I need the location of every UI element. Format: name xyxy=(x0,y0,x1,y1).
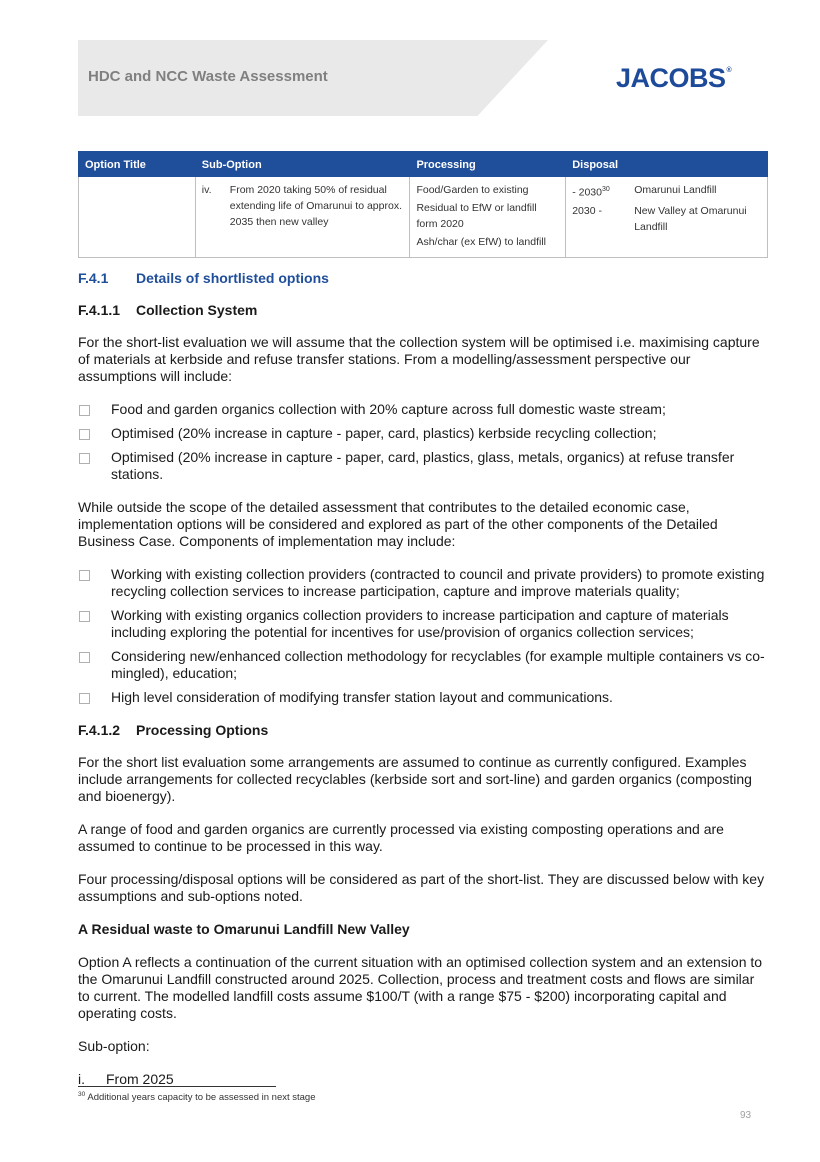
suboption-label: Sub-option: xyxy=(78,1038,150,1054)
page-number: 93 xyxy=(740,1110,752,1121)
section-number: F.4.1 xyxy=(78,270,109,286)
jacobs-logo xyxy=(616,63,731,94)
section-number: F.4.1.1 xyxy=(78,302,121,318)
footnote-divider xyxy=(78,1086,276,1087)
sub-option-text: From 2020 taking 50% of residual extending life of Omarunui to approx. 2035 then new valley xyxy=(229,184,402,228)
paragraph: For the short list evaluation some arrangements are assumed to continue as currently configured. Examples include arrangements for collected recyclables (kerbside sort and sort-line) and garden organics (composting and bioenergy). xyxy=(78,754,752,804)
bullet-box-icon xyxy=(79,693,90,704)
header-processing: Processing xyxy=(410,152,566,177)
paragraph: While outside the scope of the detailed assessment that contributes to the detailed economic case, implementation options will be considered and explored as part of the other components of the Detailed Business Case. Components of implementation may include: xyxy=(78,499,718,549)
section-heading-f41 xyxy=(78,270,768,287)
paragraph: A range of food and garden organics are currently processed via existing composting operations and are assumed to continue to be processed in this way. xyxy=(78,821,724,854)
cell-disposal xyxy=(566,177,768,258)
header-disposal: Disposal xyxy=(566,152,768,177)
processing-line: Residual to EfW or landfill form 2020 xyxy=(416,202,537,230)
table-header-row xyxy=(79,152,768,177)
section-number: F.4.1.2 xyxy=(78,722,121,738)
list-item: High level consideration of modifying transfer station layout and communications. xyxy=(78,689,768,706)
disposal-year: 2030 - xyxy=(572,204,602,217)
cell-sub-option xyxy=(195,177,410,258)
paragraph: Option A reflects a continuation of the current situation with an optimised collection system and an extension to the Omarunui Landfill constructed around 2025. Collection, process and treatment costs and flows are similar to current. The modelled landfill costs assume $100/T (with a range $75 - $200) incorporating capital and operating costs. xyxy=(78,954,763,1021)
header-option-title: Option Title xyxy=(79,152,196,177)
list-item: Working with existing organics collection providers to increase participation and capture of materials including exploring the potential for incentives for use/provision of organics collection services; xyxy=(78,607,768,641)
disposal-place: New Valley at Omarunui Landfill xyxy=(634,204,747,233)
section-heading-f411 xyxy=(78,302,768,319)
paragraph: For the short-list evaluation we will assume that the collection system will be optimised i.e. maximising capture of materials at kerbside and refuse transfer stations. From a modelling/assessment perspective our assumptions will include: xyxy=(78,334,760,384)
disposal-row xyxy=(572,203,761,235)
table-row xyxy=(79,177,768,258)
logo-registered-mark: ® xyxy=(726,67,732,74)
bullet-box-icon xyxy=(79,570,90,581)
cell-processing xyxy=(410,177,566,258)
list-item: Optimised (20% increase in capture - paper, card, plastics, glass, metals, organics) at refuse transfer stations. xyxy=(78,449,768,483)
section-title: Details of shortlisted options xyxy=(136,270,329,286)
paragraph: Four processing/disposal options will be considered as part of the short-list. They are discussed below with key assumptions and sub-options noted. xyxy=(78,871,765,904)
bullet-list xyxy=(78,566,768,706)
processing-line: Food/Garden to existing xyxy=(416,184,529,196)
bullet-box-icon xyxy=(79,429,90,440)
list-item: Optimised (20% increase in capture - paper, card, plastics) kerbside recycling collection; xyxy=(78,425,768,442)
sub-option-number: iv. xyxy=(201,184,212,196)
list-item: Considering new/enhanced collection methodology for recyclables (for example multiple containers vs co-mingled), education; xyxy=(78,648,768,682)
bullet-box-icon xyxy=(79,611,90,622)
footnote-text: Additional years capacity to be assessed in next stage xyxy=(87,1092,316,1104)
cell-option-title xyxy=(79,177,196,258)
disposal-place: Omarunui Landfill xyxy=(634,184,717,196)
bullet-box-icon xyxy=(79,453,90,464)
bullet-box-icon xyxy=(79,405,90,416)
options-table xyxy=(78,151,768,258)
processing-line: Ash/char (ex EfW) to landfill xyxy=(416,236,546,248)
list-item: Food and garden organics collection with 20% capture across full domestic waste stream; xyxy=(78,401,768,418)
section-title: Collection System xyxy=(136,302,258,318)
option-a-heading: A Residual waste to Omarunui Landfill New Valley xyxy=(78,921,410,937)
section-heading-f412 xyxy=(78,722,768,739)
disposal-year: - 2030$^{30}$ xyxy=(572,186,610,199)
document-title: HDC and NCC Waste Assessment xyxy=(88,68,328,85)
bullet-box-icon xyxy=(79,652,90,663)
footnote-number: 30 xyxy=(78,1091,86,1098)
roman-numeral: i. xyxy=(78,1071,85,1087)
footnote-ref: 30 xyxy=(601,186,610,193)
logo-text: JACOBS xyxy=(616,63,726,93)
disposal-row xyxy=(572,182,761,201)
list-item: i. From 2025 xyxy=(78,1071,174,1087)
body-content xyxy=(78,266,768,1088)
header-sub-option: Sub-Option xyxy=(195,152,410,177)
bullet-list xyxy=(78,401,768,483)
list-item: Working with existing collection providers (contracted to council and private providers) to promote existing recycling collection services to increase participation, capture and improve materials quality; xyxy=(78,566,768,600)
footnote xyxy=(78,1091,316,1103)
section-title: Processing Options xyxy=(136,722,269,738)
